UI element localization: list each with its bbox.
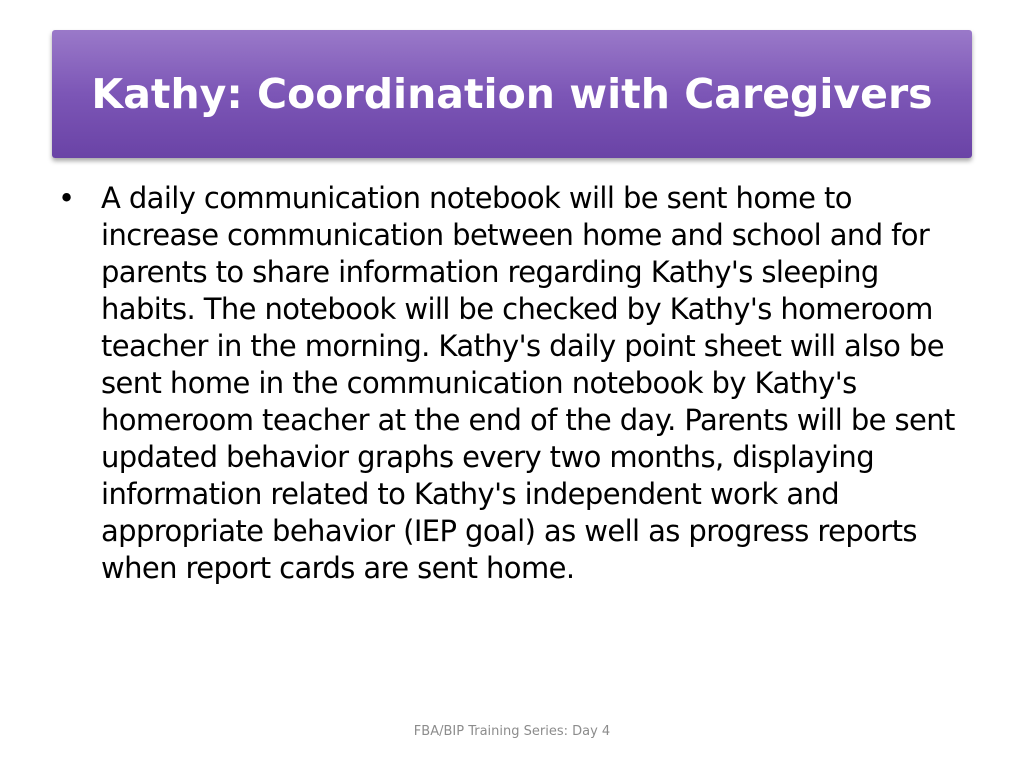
slide-title: Kathy: Coordination with Caregivers — [91, 70, 933, 118]
bullet-item — [58, 180, 958, 587]
slide-footer: FBA/BIP Training Series: Day 4 — [413, 724, 611, 739]
title-banner — [52, 30, 972, 158]
bullet-marker: • — [58, 181, 75, 215]
bullet-text: A daily communication notebook will be sent home to increase communication between home and school and for parents to share information regarding Kathy's sleeping habits. The notebook will be checked by Kathy's homeroom teacher in the morning. Kathy's daily point sheet will also be sent home in the communication notebook by Kathy's homeroom teacher at the end of the day. Parents will be sent updated behavior graphs every two months, displaying information related to Kathy's independent work and appropriate behavior (IEP goal) as well as progress reports when report cards are sent home. — [101, 181, 955, 585]
slide-body — [58, 180, 958, 587]
